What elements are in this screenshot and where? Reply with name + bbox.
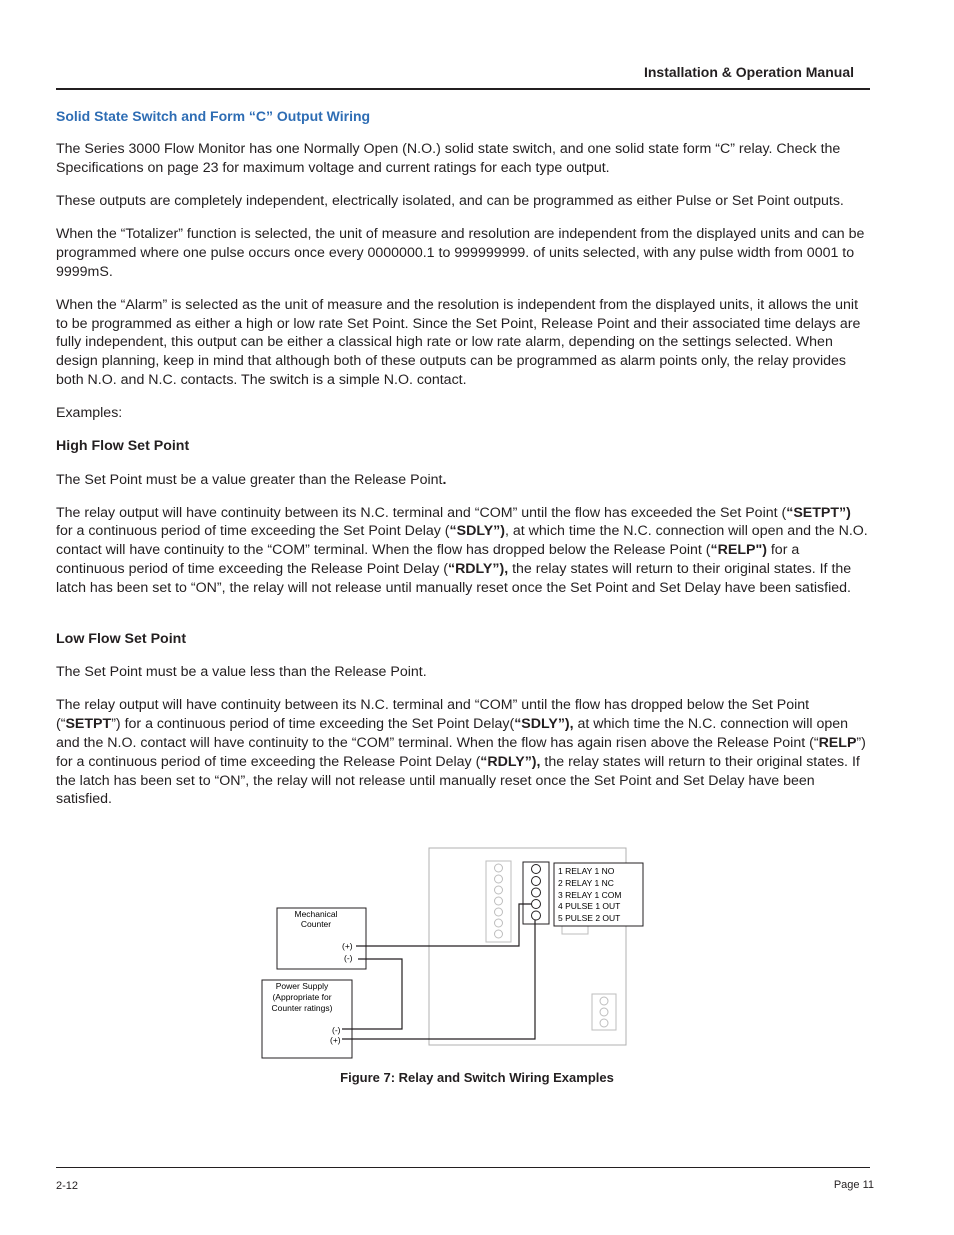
terminal-label-4: 4 PULSE 1 OUT bbox=[558, 901, 621, 911]
text-run: for a continuous period of time exceeding the Set Point Delay ( bbox=[56, 523, 450, 540]
header-title: Installation & Operation Manual bbox=[643, 64, 854, 80]
psu-label-line1: Power Supply bbox=[275, 981, 329, 991]
terminal-holes bbox=[532, 865, 541, 921]
terminal-label-1: 1 RELAY 1 NO bbox=[558, 866, 615, 876]
paragraph-totalizer: When the “Totalizer” function is selected, the unit of measure and resolution are independent from the displayed units and can be programmed where one pulse occurs once every 0000000.1 to 999999999. of units selected, with any pulse width from 0001 to 9999mS. bbox=[56, 225, 865, 280]
keyword-rdly: “RDLY”), bbox=[480, 753, 541, 770]
psu-label-line3: Counter ratings) bbox=[271, 1003, 333, 1013]
high-flow-title: High Flow Set Point bbox=[56, 438, 190, 455]
footer-section-number: 2-12 bbox=[56, 1180, 79, 1192]
paragraph-independent-outputs: These outputs are completely independent, electrically isolated, and can be programmed as either Pulse or Set Point outputs. bbox=[56, 192, 844, 209]
spacer bbox=[56, 612, 870, 630]
text-run: The relay output will have continuity between its N.C. terminal and “COM” until the flow has exceeded the Set Point ( bbox=[56, 504, 787, 521]
figure-caption bbox=[0, 1070, 954, 1085]
keyword-sdly: “SDLY”) bbox=[449, 523, 505, 540]
bottom-connector bbox=[592, 994, 616, 1030]
keyword-sdly: “SDLY”), bbox=[514, 716, 574, 733]
text-run: the relay states will return to their original states. If the latch has been set to “ON”, the relay will not release until manually reset once the Set Point and Set Delay have been satisfied. bbox=[56, 753, 860, 808]
wiring-diagram bbox=[260, 846, 646, 1062]
keyword-rdly: “RDLY”), bbox=[447, 561, 509, 578]
paragraph-examples: Examples: bbox=[56, 405, 123, 422]
text-run: The relay output will have continuity between its N.C. terminal and “COM” until the flow has dropped below the Set Point (“ bbox=[56, 697, 810, 733]
high-flow-rule-text: The Set Point must be a value greater than the Release Point bbox=[56, 471, 443, 488]
text-run: ”) for a continuous period of time exceeding the Release Point Delay ( bbox=[56, 735, 866, 770]
keyword-relp: “RELP") bbox=[710, 542, 767, 559]
header-rule bbox=[56, 88, 870, 90]
counter-minus-label: (-) bbox=[344, 953, 353, 963]
footer-page-number: Page 11 bbox=[833, 1179, 874, 1191]
terminal-label-3: 3 RELAY 1 COM bbox=[558, 890, 622, 900]
terminal-label-2: 2 RELAY 1 NC bbox=[558, 878, 614, 888]
bottom-connector-holes bbox=[600, 997, 608, 1027]
main-content bbox=[56, 107, 870, 824]
footer-rule bbox=[56, 1167, 870, 1168]
unused-terminal-holes bbox=[495, 864, 503, 938]
low-flow-rule: The Set Point must be a value less than the Release Point. bbox=[56, 664, 427, 681]
keyword-setpt: SETPT bbox=[65, 716, 112, 733]
text-run: the relay states will return to their original states. If the latch has been set to “ON”, the relay will not release until manually reset once the Set Point and Set Delay have been satisfied. bbox=[56, 561, 852, 596]
terminal-label-5: 5 PULSE 2 OUT bbox=[558, 913, 621, 923]
counter-plus-label: (+) bbox=[342, 941, 353, 951]
counter-label-line2: Counter bbox=[300, 919, 332, 929]
low-flow-title: Low Flow Set Point bbox=[56, 631, 187, 648]
psu-minus-label: (-) bbox=[332, 1025, 341, 1035]
text-run: at which time the N.C. connection will open and the N.O. contact will have continuity to the “COM” terminal. When the flow has again risen above the Release Point (“ bbox=[56, 716, 849, 752]
keyword-relp: RELP bbox=[818, 735, 857, 752]
section-title: Solid State Switch and Form “C” Output Wiring bbox=[56, 108, 371, 124]
high-flow-description bbox=[56, 504, 870, 598]
paragraph-alarm: When the “Alarm” is selected as the unit of measure and the resolution is independent from the displayed units, it allows the unit to be programmed as either a high or low rate Set Point. Since the Set Point, Release Point and their associated time delays are fully independent, this output can be either a classical high rate or low rate alarm, depending on the settings selected. When design planning, keep in mind that although both of these outputs can be programmed as alarm points only, the relay provides both N.O. and N.C. contacts. The switch is a simple N.O. contact. bbox=[56, 296, 861, 388]
wiring-lines bbox=[342, 904, 535, 1039]
psu-label-line2: (Appropriate for bbox=[272, 992, 332, 1002]
paragraph-intro: The Series 3000 Flow Monitor has one Normally Open (N.O.) solid state switch, and one solid state form “C” relay. Check the Specifications on page 23 for maximum voltage and current ratings for each type output. bbox=[56, 140, 841, 176]
psu-plus-label: (+) bbox=[330, 1035, 341, 1045]
high-flow-rule-period: . bbox=[442, 471, 447, 488]
text-run: , at which time the N.C. connection will open and the N.O. contact will have continuity to the “COM” terminal. When the flow has dropped below the Release Point ( bbox=[56, 523, 868, 559]
high-flow-rule bbox=[56, 471, 870, 490]
low-flow-description bbox=[56, 696, 870, 809]
text-run: ”) for a continuous period of time exceeding the Set Point Delay( bbox=[111, 716, 515, 733]
counter-label-line1: Mechanical bbox=[294, 909, 338, 919]
figure-caption-text: Figure 7: Relay and Switch Wiring Examples bbox=[340, 1070, 614, 1085]
text-run: for a continuous period of time exceeding the Release Point Delay ( bbox=[56, 542, 800, 578]
keyword-setpt: “SETPT”) bbox=[786, 504, 851, 521]
